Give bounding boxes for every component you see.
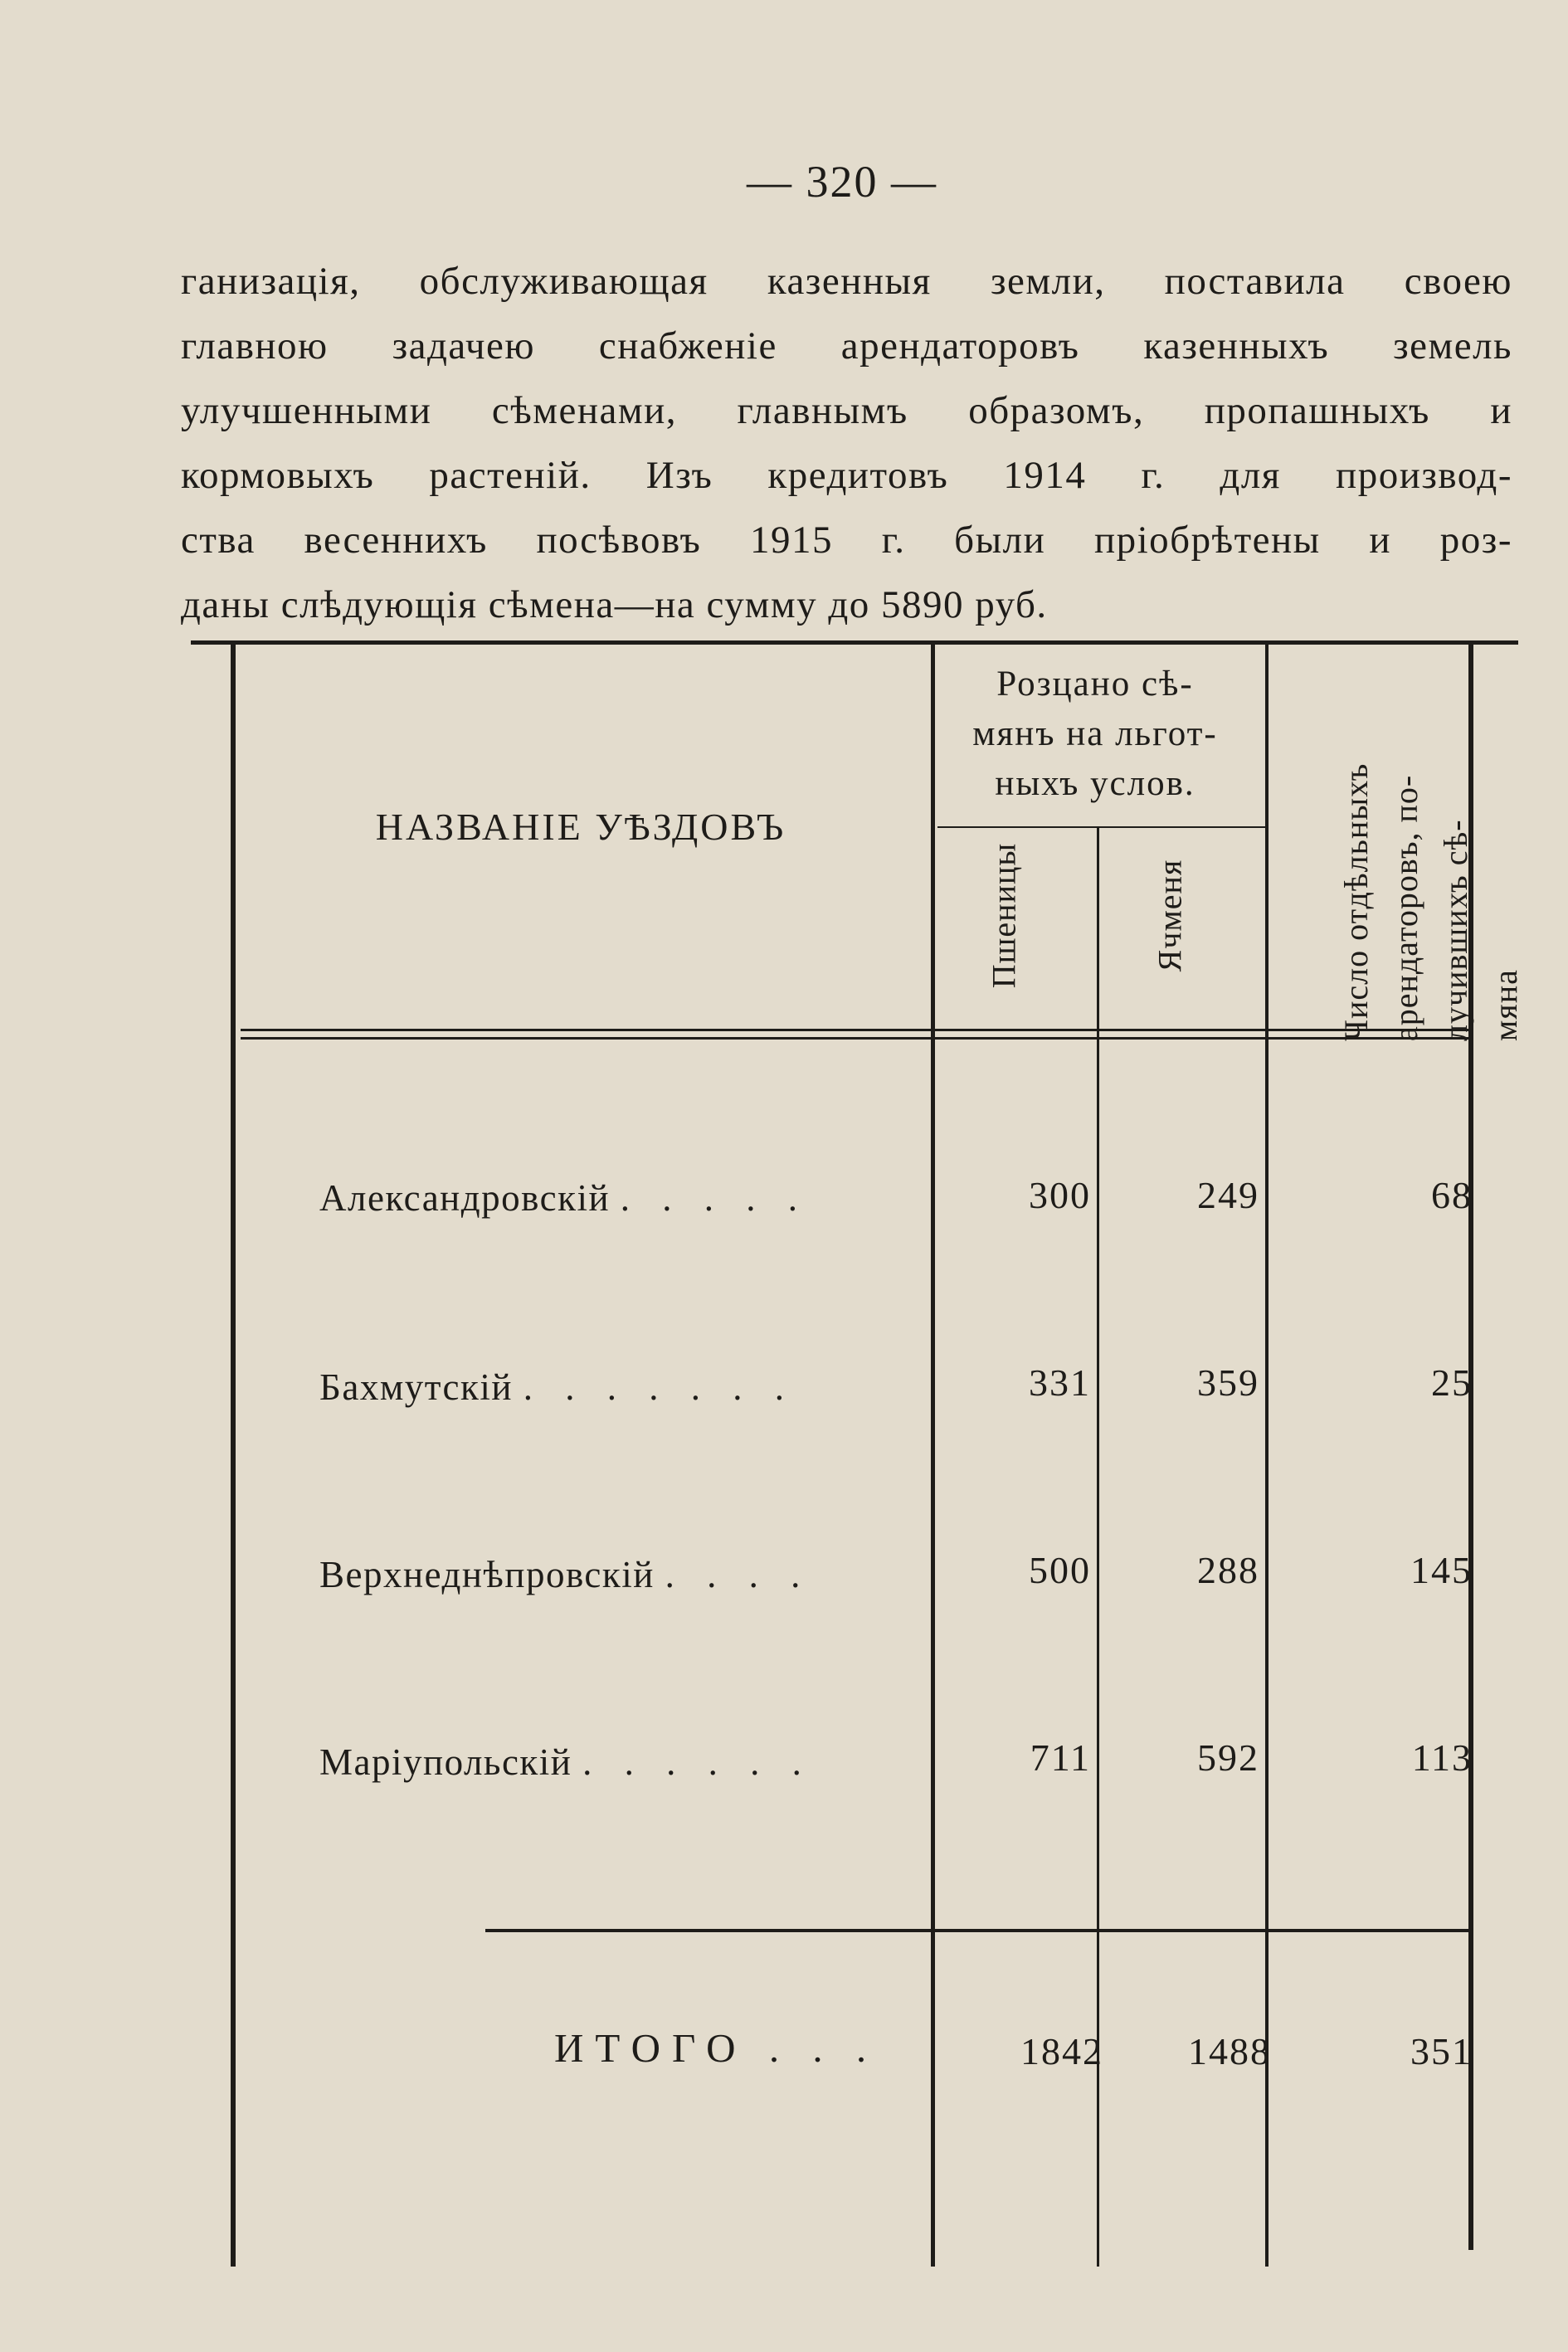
- total-label: [554, 2024, 928, 2072]
- count-header-line: арендаторовъ, по-: [1387, 774, 1424, 1041]
- tenant-count-value: 25: [1431, 1361, 1473, 1404]
- tenant-count-value: 145: [1410, 1549, 1473, 1591]
- district-label: Александровскій: [319, 1177, 611, 1219]
- wheat-value: 500: [1029, 1549, 1091, 1591]
- tenant-count-header: [1332, 684, 1524, 1041]
- group-header-underline: [937, 826, 1265, 828]
- district-name: [319, 1553, 917, 1596]
- paragraph-line: улучшенными сѣменами, главнымъ образомъ, пропашныхъ и: [181, 389, 1512, 432]
- barley-column-header: Ячменя: [1151, 859, 1189, 972]
- group-header-line: ныхъ услов.: [995, 764, 1195, 803]
- district-label: Бахмутскій: [319, 1366, 513, 1408]
- tenant-count-value: 113: [1411, 1736, 1473, 1779]
- count-header-line: мяна: [1487, 969, 1524, 1041]
- district-label: Верхнеднѣпровскій: [319, 1554, 655, 1595]
- group-header-line: мянъ на льгот-: [972, 714, 1218, 753]
- group-header-line: Розцано сѣ-: [996, 665, 1194, 704]
- leader-dots: . . . .: [665, 1554, 812, 1595]
- tenant-count-value: 68: [1431, 1174, 1473, 1216]
- district-name: [319, 1176, 917, 1220]
- district-label: Маріупольскій: [319, 1741, 572, 1783]
- barley-value: 288: [1197, 1549, 1259, 1591]
- district-name: [319, 1366, 917, 1409]
- page-number: — 320 —: [747, 157, 937, 207]
- body-paragraph: [181, 249, 1512, 637]
- count-header-line: лучившихъ сѣ-: [1437, 819, 1474, 1041]
- total-separator-rule: [485, 1929, 1468, 1932]
- header-double-rule-top: [241, 1029, 1468, 1031]
- paragraph-line: ганизація, обслуживающая казенныя земли, поставила своею: [181, 260, 1512, 303]
- barley-value: 359: [1197, 1361, 1259, 1404]
- total-barley-value: 1488: [1188, 2030, 1271, 2072]
- leader-dots: . . .: [768, 2025, 879, 2071]
- leader-dots: . . . . . .: [582, 1741, 813, 1783]
- column-divider-barley: [1265, 640, 1269, 2267]
- wheat-value: 331: [1029, 1361, 1091, 1404]
- wheat-value: 300: [1029, 1174, 1091, 1216]
- barley-value: 592: [1197, 1736, 1259, 1779]
- column-divider-name: [931, 640, 935, 2267]
- table-top-rule: [191, 640, 1518, 645]
- district-name: [319, 1741, 917, 1784]
- paragraph-line: даны слѣдующія сѣмена—на сумму до 5890 руб.: [181, 583, 1048, 626]
- district-name-header: НАЗВАНІЕ УѢЗДОВЪ: [375, 806, 786, 848]
- header-double-rule-bottom: [241, 1037, 1468, 1040]
- leader-dots: . . . . .: [620, 1177, 810, 1219]
- barley-value: 249: [1197, 1174, 1259, 1216]
- wheat-column-header: Пшеницы: [985, 842, 1023, 989]
- total-wheat-value: 1842: [1020, 2030, 1103, 2072]
- count-header-line: Число отдѣльныхъ: [1337, 762, 1375, 1041]
- table-left-border: [231, 640, 236, 2267]
- leader-dots: . . . . . . .: [523, 1366, 796, 1408]
- paragraph-line: ства весеннихъ посѣвовъ 1915 г. были пріобрѣтены и роз-: [181, 519, 1512, 562]
- paragraph-line: кормовыхъ растеній. Изъ кредитовъ 1914 г. для производ-: [181, 454, 1512, 497]
- wheat-value: 711: [1030, 1736, 1091, 1779]
- total-label-text: ИТОГО: [554, 2025, 747, 2071]
- paragraph-line: главною задачею снабженіе арендаторовъ казенныхъ земель: [181, 324, 1512, 368]
- total-count-value: 351: [1410, 2030, 1473, 2072]
- seeds-distributed-header: [937, 660, 1253, 809]
